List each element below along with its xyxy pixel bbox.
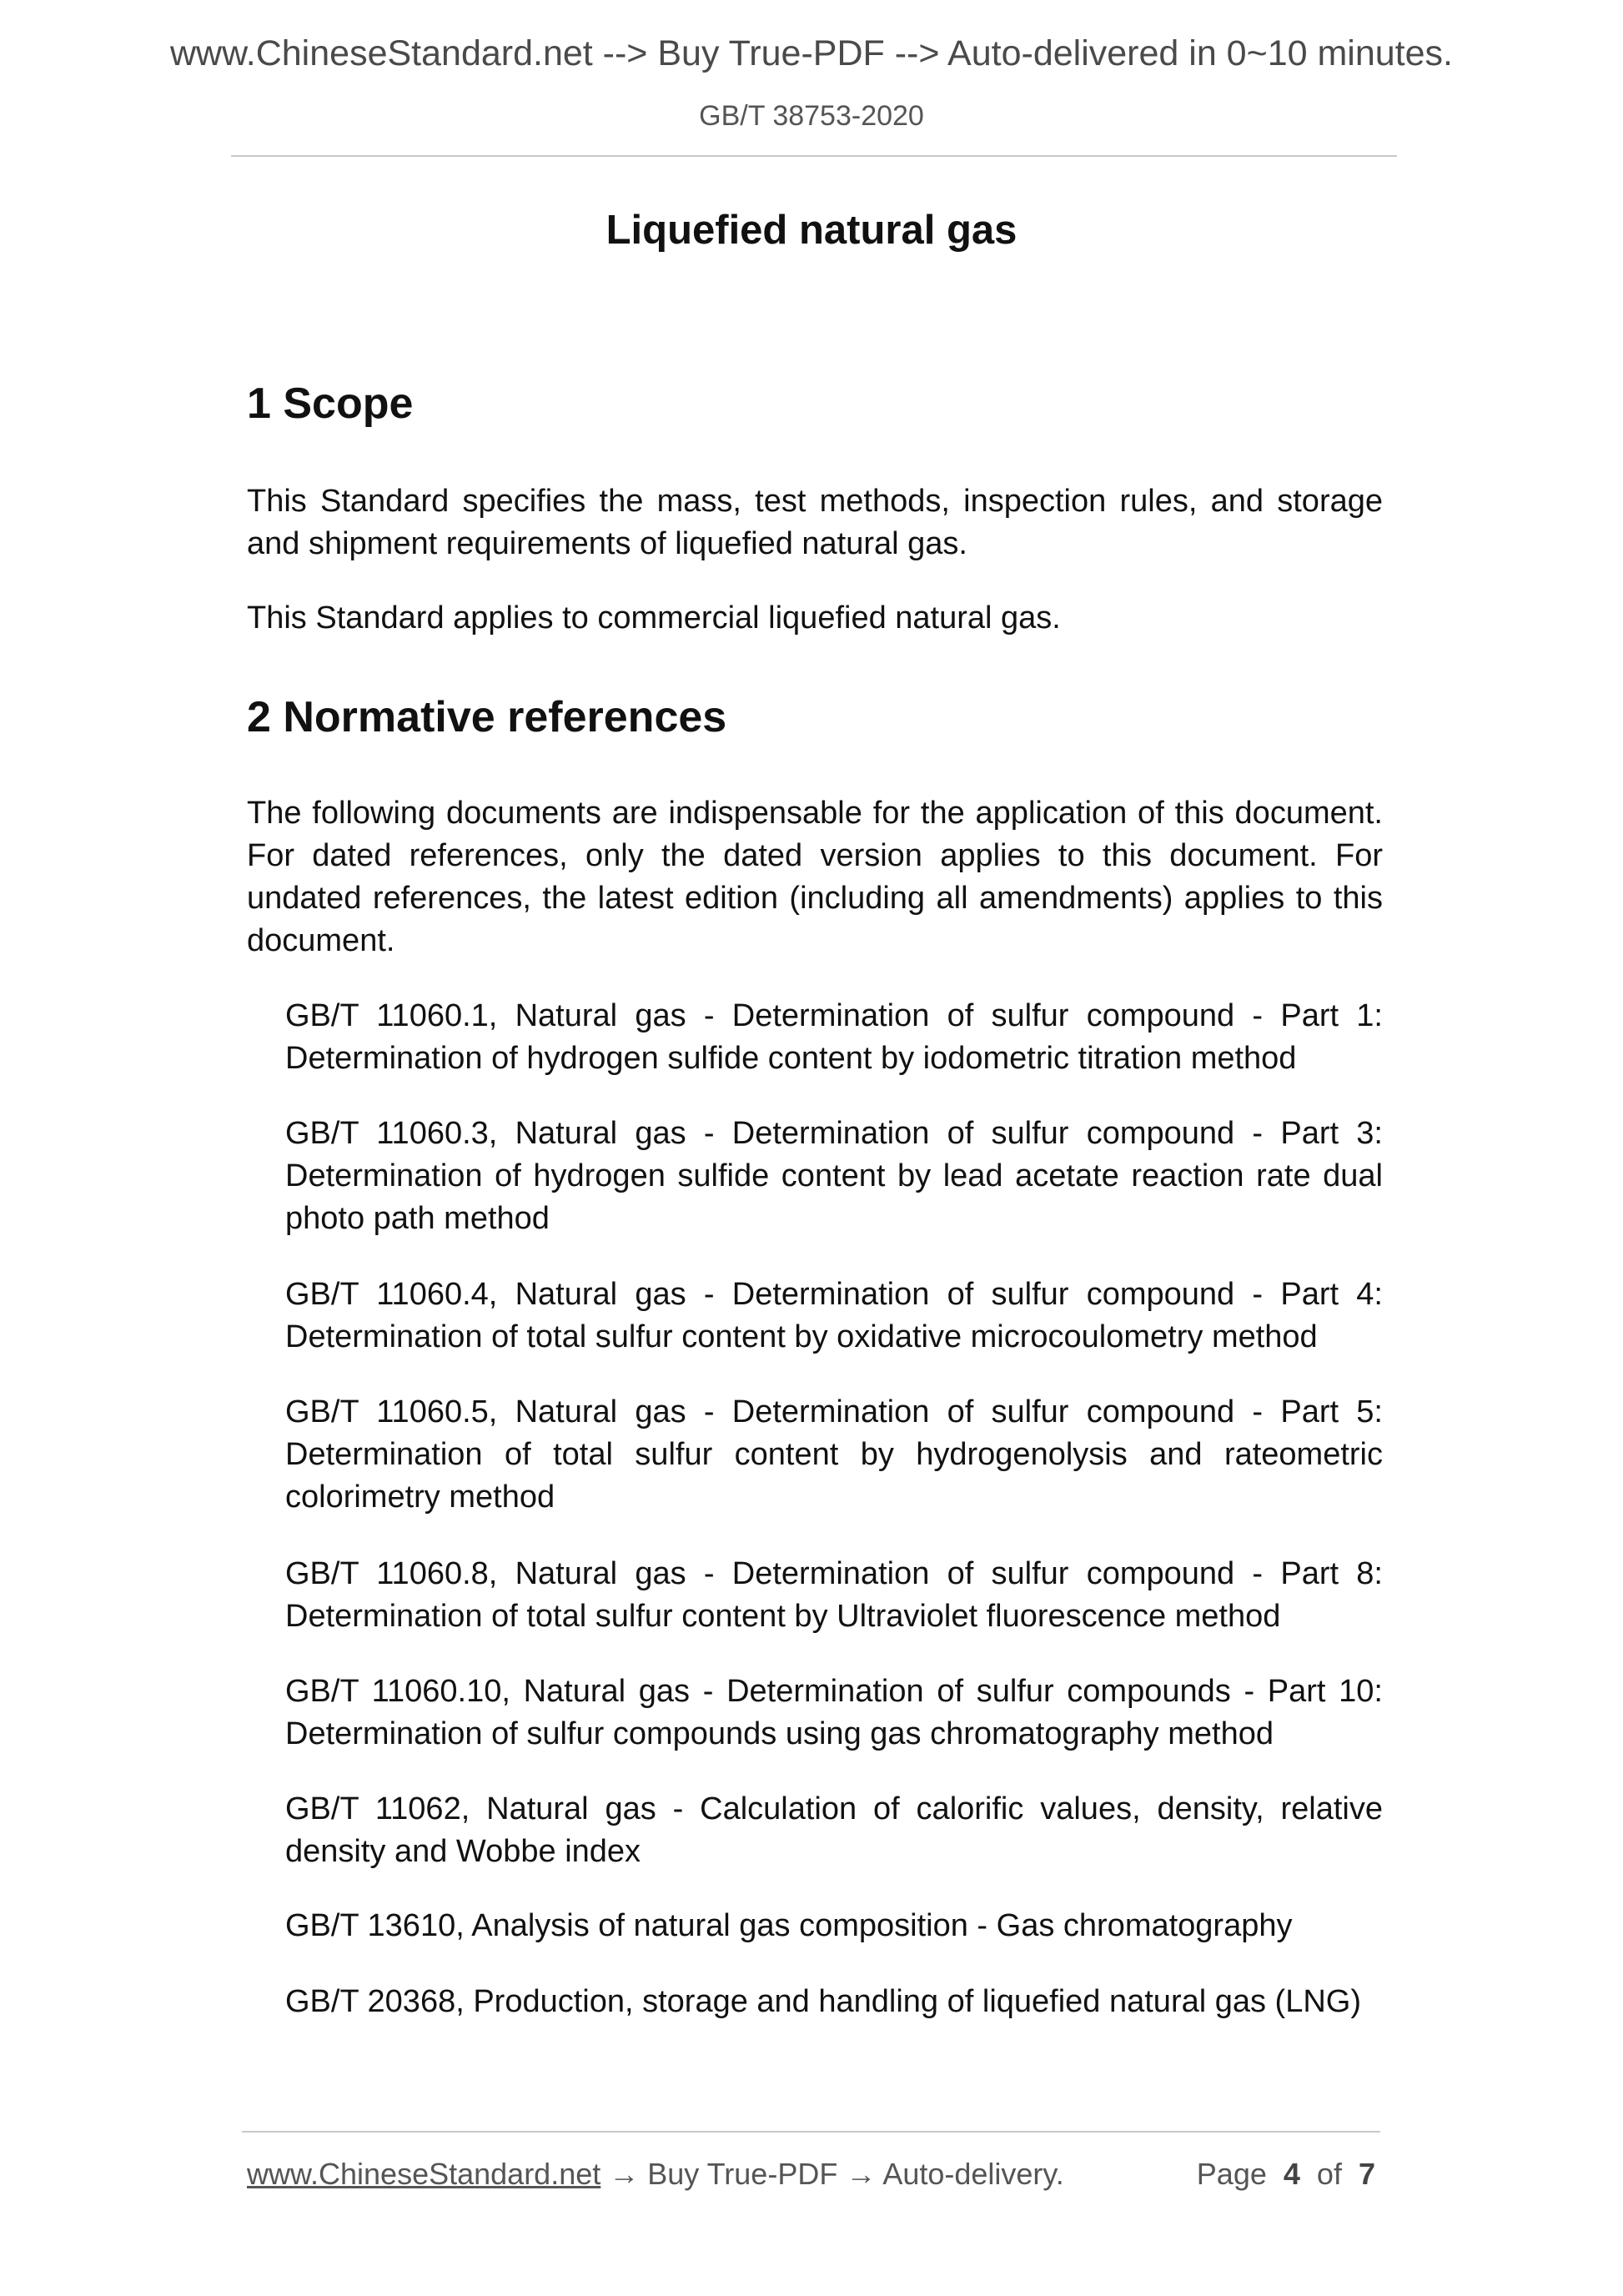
scope-paragraph-2: This Standard applies to commercial liquefied natural gas.	[247, 600, 1061, 636]
reference-item: GB/T 20368, Production, storage and handling of liquefied natural gas (LNG)	[285, 1984, 1361, 2019]
references-intro-paragraph: The following documents are indispensable for the application of this document. For dated references, only the dated version applies to this document. For undated references, the latest edition (including all amendments) applies to this document.	[247, 796, 1383, 958]
header-divider	[231, 155, 1397, 157]
page-label: Page	[1196, 2157, 1267, 2191]
reference-item: GB/T 11060.5, Natural gas - Determination of sulfur compound - Part 5: Determination of total sulfur content by hydrogenolysis and rateometric colorimetry method	[285, 1394, 1383, 1515]
document-title: Liquefied natural gas	[605, 208, 1018, 253]
section-heading-scope: 1 Scope	[247, 379, 414, 428]
reference-item: GB/T 11060.8, Natural gas - Determination of sulfur compound - Part 8: Determination of total sulfur content by Ultraviolet fluorescence method	[285, 1556, 1383, 1634]
reference-item: GB/T 11060.3, Natural gas - Determination of sulfur compound - Part 3: Determination of hydrogen sulfide content by lead acetate reaction rate dual photo path method	[285, 1116, 1383, 1236]
top-banner: www.ChineseStandard.net --> Buy True-PDF --> Auto-delivered in 0~10 minutes.	[169, 33, 1453, 73]
footer-site-link[interactable]: www.ChineseStandard.net	[247, 2157, 601, 2191]
page-current: 4	[1283, 2157, 1300, 2191]
scope-paragraph-1: This Standard specifies the mass, test methods, inspection rules, and storage and shipment requirements of liquefied natural gas.	[247, 484, 1383, 561]
standard-code: GB/T 38753-2020	[699, 100, 924, 132]
section-heading-normative-references: 2 Normative references	[247, 693, 727, 741]
footer-promo	[247, 2157, 1064, 2192]
page-total: 7	[1358, 2157, 1375, 2191]
footer-divider	[242, 2131, 1380, 2133]
footer-tagline: → Buy True-PDF → Auto-delivery.	[600, 2157, 1064, 2191]
reference-item: GB/T 11062, Natural gas - Calculation of calorific values, density, relative density and Wobbe index	[285, 1791, 1383, 1869]
page-indicator	[1197, 2157, 1375, 2192]
reference-item: GB/T 11060.1, Natural gas - Determination of sulfur compound - Part 1: Determination of hydrogen sulfide content by iodometric titration method	[285, 998, 1383, 1076]
reference-item: GB/T 13610, Analysis of natural gas composition - Gas chromatography	[285, 1908, 1293, 1943]
reference-item: GB/T 11060.10, Natural gas - Determination of sulfur compounds - Part 10: Determination of sulfur compounds using gas chromatography method	[285, 1674, 1383, 1751]
page-of-label: of	[1316, 2157, 1342, 2191]
reference-item: GB/T 11060.4, Natural gas - Determination of sulfur compound - Part 4: Determination of total sulfur content by oxidative microcoulometry method	[285, 1277, 1383, 1354]
